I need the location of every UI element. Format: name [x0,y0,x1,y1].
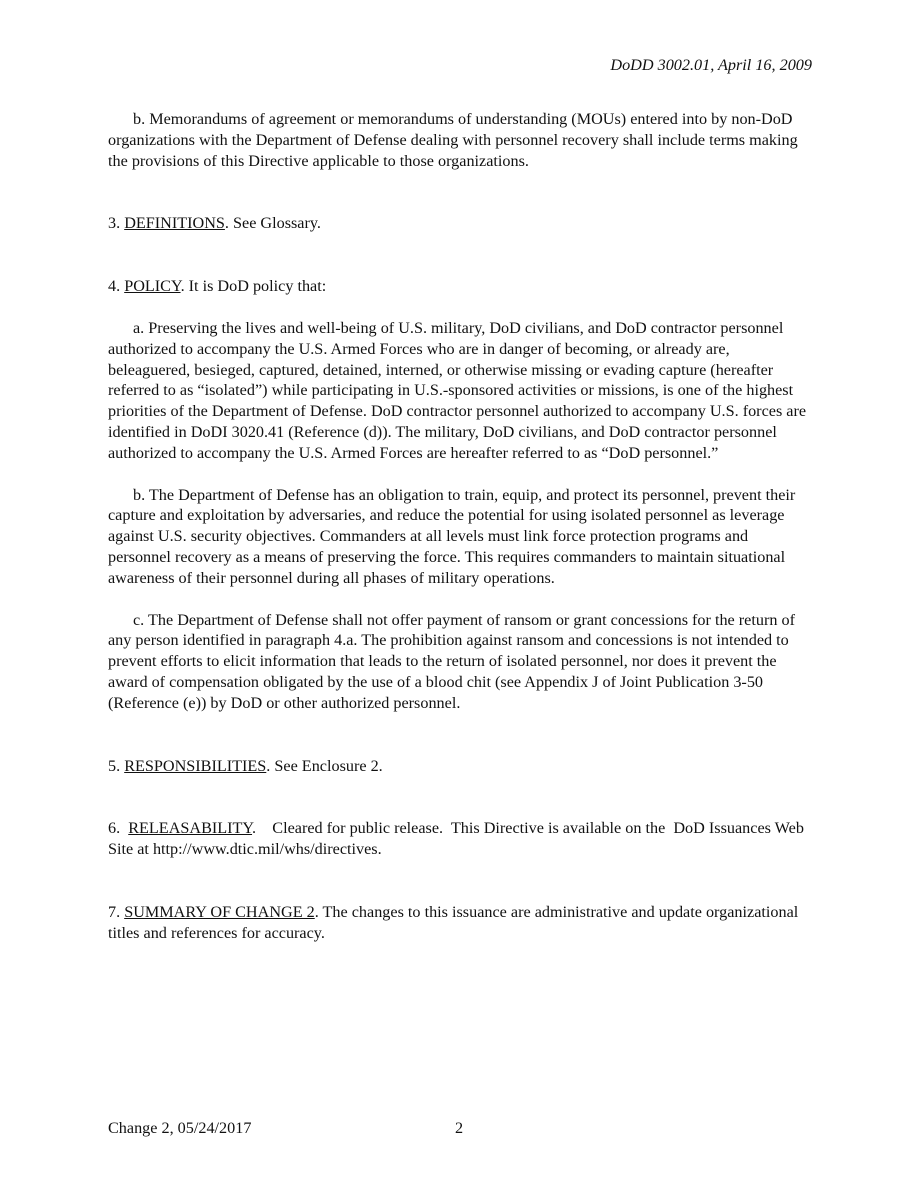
section-heading: RESPONSIBILITIES [124,756,267,775]
paragraph-4a: a. Preserving the lives and well-being of U.S. military, DoD civilians, and DoD contractor personnel authorized to accompany the U.S. Armed Forces who are in danger of becoming, or already are, beleaguered, besieged, captured, detained, interned, or otherwise missing or evading capture (hereafter referred to as “isolated”) while participating in U.S.-sponsored activities or missions, is one of the highest priorities of the Department of Defense. DoD contractor personnel authorized to accompany U.S. forces are identified in DoDI 3020.41 (Reference (d)). The military, DoD civilians, and DoD contractor personnel authorized to accompany the U.S. Armed Forces are hereafter referred to as “DoD personnel.” [108,318,807,462]
section-heading: RELEASABILITY [128,819,253,838]
section-4-policy [108,276,813,297]
section-number: 3. [108,214,125,233]
section-heading: SUMMARY OF CHANGE 2 [124,902,315,921]
section-text: . See Glossary. [224,214,321,233]
section-heading: POLICY [124,277,181,296]
section-number: 5. [108,756,125,775]
section-number: 6. [108,819,129,838]
footer-change-note: Change 2, 05/24/2017 [108,1119,252,1137]
paragraph-2b: b. Memorandums of agreement or memorandums of understanding (MOUs) entered into by non-DoD organizations with the Department of Defense dealing with personnel recovery shall include terms making the provisions of this Directive applicable to those organizations. [108,110,798,170]
section-text: . It is DoD policy that: [180,277,327,296]
section-text: . The changes to this issuance are administrative and update organizational titles and references for accuracy. [108,902,799,942]
section-text: . See Enclosure 2. [266,756,383,775]
section-number: 7. [108,902,125,921]
section-heading: DEFINITIONS [124,214,225,233]
paragraph-4b: b. The Department of Defense has an obligation to train, equip, and protect its personnel, prevent their capture and exploitation by adversaries, and reduce the potential for using isolated personnel as leverage against U.S. security objectives. Commanders at all levels must link force protection programs and personnel recovery as a means of preserving the force. This requires commanders to maintain situational awareness of their personnel during all phases of military operations. [108,485,796,587]
section-3-definitions [108,213,813,234]
document-body [108,109,813,944]
paragraph-4c: c. The Department of Defense shall not offer payment of ransom or grant concessions for the return of any person identified in paragraph 4.a. The prohibition against ransom and concessions is not intended to prevent efforts to elicit information that leads to the return of isolated personnel, nor does it prevent the award of compensation obligated by the use of a blood chit (see Appendix J of Joint Publication 3-50 (Reference (e)) by DoD or other authorized personnel. [108,610,795,712]
section-text: . Cleared for public release. This Directive is available on the DoD Issuances Web Site at http://www.dtic.mil/whs/directives. [108,819,808,859]
page-number: 2 [455,1119,464,1137]
section-5-responsibilities [108,756,813,777]
running-header: DoDD 3002.01, April 16, 2009 [610,56,812,74]
section-7-summary-of-change [108,902,813,944]
section-number: 4. [108,277,125,296]
section-6-releasability [108,818,813,860]
